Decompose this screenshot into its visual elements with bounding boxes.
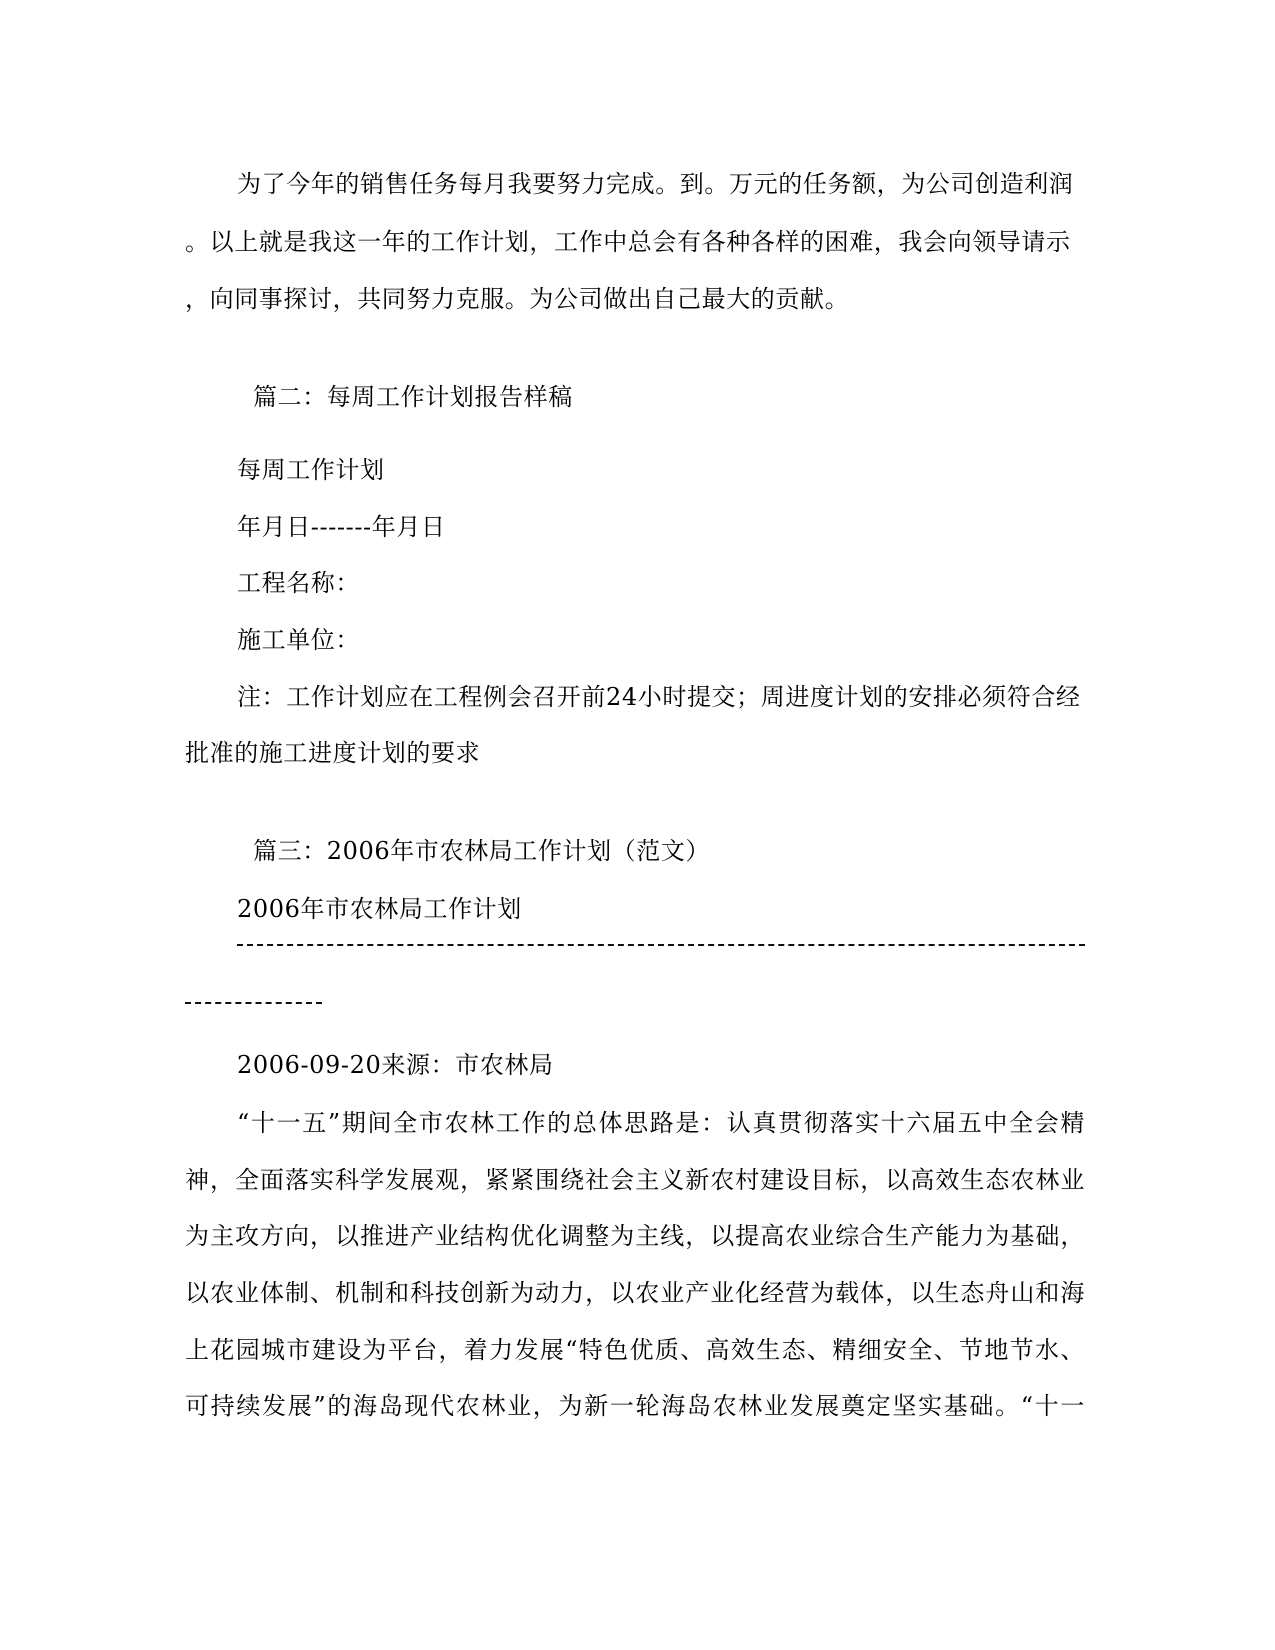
section2-title: 每周工作计划 <box>237 456 385 484</box>
source-line: 2006-09-20来源：市农林局 <box>237 1051 554 1079</box>
body-line-3: 为主攻方向，以推进产业结构优化调整为主线，以提高农业综合生产能力为基础， <box>185 1222 1085 1250</box>
section3-title: 2006年市农林局工作计划 <box>237 895 522 923</box>
body-line-4: 以农业体制、机制和科技创新为动力，以农业产业化经营为载体，以生态舟山和海 <box>185 1279 1085 1307</box>
body-line-2: 神，全面落实科学发展观，紧紧围绕社会主义新农村建设目标，以高效生态农林业 <box>185 1166 1085 1194</box>
body-line-5: 上花园城市建设为平台，着力发展“特色优质、高效生态、精细安全、节地节水、 <box>185 1336 1085 1364</box>
section2-heading: 篇二：每周工作计划报告样稿 <box>253 383 573 411</box>
project-name-label: 工程名称： <box>237 569 360 597</box>
section2-date-range: 年月日-------年月日 <box>237 513 446 541</box>
section2-note-line2: 批准的施工进度计划的要求 <box>185 739 481 767</box>
para1-line2: 。以上就是我这一年的工作计划，工作中总会有各种各样的困难，我会向领导请示 <box>185 228 1071 256</box>
section2-note-line1: 注：工作计划应在工程例会召开前24小时提交；周进度计划的安排必须符合经 <box>237 683 1081 711</box>
body-line-6: 可持续发展”的海岛现代农林业，为新一轮海岛农林业发展奠定坚实基础。“十一 <box>185 1392 1085 1420</box>
separator-line <box>237 929 1085 961</box>
separator-line-continued <box>185 987 322 1019</box>
para1-line3: ，向同事探讨，共同努力克服。为公司做出自己最大的贡献。 <box>185 285 850 313</box>
body-line-1: “十一五”期间全市农林工作的总体思路是：认真贯彻落实十六届五中全会精 <box>237 1109 1085 1137</box>
section3-heading: 篇三：2006年市农林局工作计划（范文） <box>253 837 711 865</box>
para1-line1: 为了今年的销售任务每月我要努力完成。到。万元的任务额，为公司创造利润 <box>237 170 1074 198</box>
construction-unit-label: 施工单位： <box>237 626 360 654</box>
